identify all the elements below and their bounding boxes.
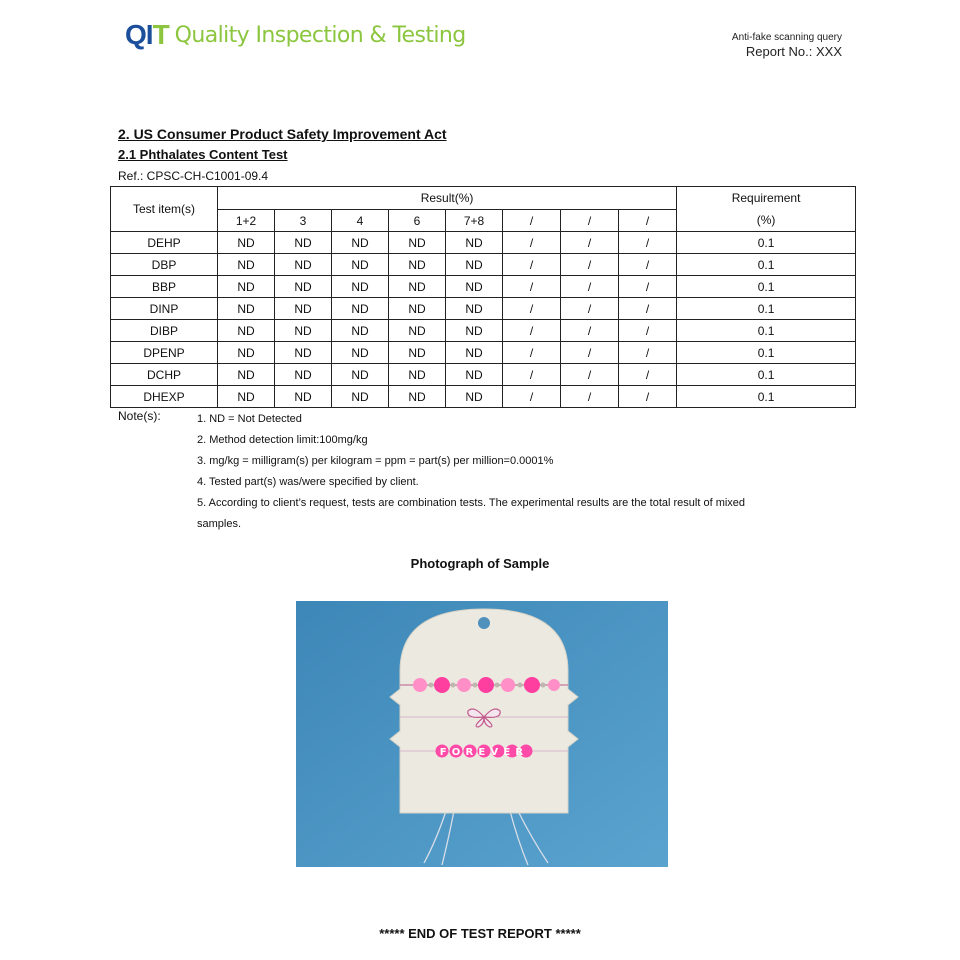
result-cell: ND bbox=[218, 386, 275, 408]
test-item-cell: DHEXP bbox=[111, 386, 218, 408]
result-cell: / bbox=[503, 232, 561, 254]
notes-list bbox=[197, 409, 837, 535]
result-cell: / bbox=[561, 276, 619, 298]
card-text: FOREVER bbox=[439, 747, 529, 758]
result-cell: ND bbox=[389, 364, 446, 386]
note-item: 5. According to client’s request, tests are combination tests. The experimental results are the total result of mixed bbox=[197, 497, 746, 509]
result-cell: ND bbox=[389, 276, 446, 298]
result-cell: ND bbox=[446, 364, 503, 386]
result-cell: / bbox=[619, 386, 677, 408]
result-cell: ND bbox=[332, 342, 389, 364]
subsection-title: 2.1 Phthalates Content Test bbox=[118, 147, 288, 162]
photo-title: Photograph of Sample bbox=[410, 556, 550, 571]
anti-fake-query: Anti-fake scanning query bbox=[731, 32, 842, 43]
requirement-cell: 0.1 bbox=[677, 298, 856, 320]
result-cell: ND bbox=[332, 298, 389, 320]
result-header: Result(%) bbox=[218, 187, 677, 210]
result-cell: / bbox=[503, 298, 561, 320]
result-column-header: / bbox=[619, 210, 677, 232]
result-cell: ND bbox=[332, 254, 389, 276]
logo-mark: QIT bbox=[125, 19, 169, 50]
test-item-cell: DPENP bbox=[111, 342, 218, 364]
result-cell: / bbox=[503, 276, 561, 298]
result-cell: / bbox=[561, 342, 619, 364]
test-item-header: Test item(s) bbox=[111, 187, 218, 232]
result-cell: / bbox=[561, 386, 619, 408]
result-cell: ND bbox=[218, 320, 275, 342]
result-cell: ND bbox=[446, 298, 503, 320]
section-title: 2. US Consumer Product Safety Improvement Act bbox=[118, 126, 447, 142]
result-cell: / bbox=[503, 254, 561, 276]
note-item: 2. Method detection limit:100mg/kg bbox=[197, 434, 368, 446]
result-cell: ND bbox=[218, 342, 275, 364]
result-cell: ND bbox=[332, 364, 389, 386]
result-cell: ND bbox=[446, 276, 503, 298]
table-row bbox=[111, 298, 856, 320]
result-cell: / bbox=[619, 254, 677, 276]
requirement-cell: 0.1 bbox=[677, 254, 856, 276]
reference-standard: Ref.: CPSC-CH-C1001-09.4 bbox=[118, 169, 269, 183]
note-item: 3. mg/kg = milligram(s) per kilogram = ppm = part(s) per million=0.0001% bbox=[197, 455, 554, 467]
requirement-cell: 0.1 bbox=[677, 342, 856, 364]
result-cell: / bbox=[503, 320, 561, 342]
result-column-header: 1+2 bbox=[218, 210, 275, 232]
test-item-cell: DIBP bbox=[111, 320, 218, 342]
result-cell: / bbox=[503, 386, 561, 408]
result-cell: ND bbox=[218, 232, 275, 254]
requirement-header: Requirement bbox=[677, 187, 856, 210]
requirement-unit: (%) bbox=[677, 210, 856, 232]
result-cell: ND bbox=[332, 276, 389, 298]
result-cell: ND bbox=[446, 254, 503, 276]
result-cell: / bbox=[561, 254, 619, 276]
result-cell: ND bbox=[389, 342, 446, 364]
test-item-cell: DBP bbox=[111, 254, 218, 276]
table-row bbox=[111, 364, 856, 386]
result-cell: ND bbox=[389, 254, 446, 276]
result-cell: ND bbox=[275, 342, 332, 364]
result-cell: / bbox=[503, 342, 561, 364]
result-cell: ND bbox=[275, 298, 332, 320]
test-item-cell: DEHP bbox=[111, 232, 218, 254]
result-column-header: / bbox=[503, 210, 561, 232]
result-cell: ND bbox=[275, 276, 332, 298]
result-cell: ND bbox=[446, 386, 503, 408]
result-cell: / bbox=[561, 364, 619, 386]
result-column-header: 4 bbox=[332, 210, 389, 232]
results-table bbox=[110, 186, 856, 408]
result-cell: ND bbox=[218, 364, 275, 386]
note-item: 1. ND = Not Detected bbox=[197, 413, 302, 425]
table-row bbox=[111, 254, 856, 276]
result-cell: ND bbox=[218, 298, 275, 320]
company-logo bbox=[125, 18, 466, 52]
result-cell: ND bbox=[446, 342, 503, 364]
table-row bbox=[111, 342, 856, 364]
result-cell: ND bbox=[218, 254, 275, 276]
test-item-cell: DINP bbox=[111, 298, 218, 320]
result-cell: / bbox=[561, 232, 619, 254]
note-item: samples. bbox=[197, 518, 242, 530]
result-cell: ND bbox=[275, 386, 332, 408]
test-item-cell: BBP bbox=[111, 276, 218, 298]
result-column-header: 6 bbox=[389, 210, 446, 232]
note-item: 4. Tested part(s) was/were specified by client. bbox=[197, 476, 419, 488]
result-cell: ND bbox=[332, 320, 389, 342]
result-cell: / bbox=[619, 276, 677, 298]
result-cell: / bbox=[561, 298, 619, 320]
result-cell: / bbox=[619, 342, 677, 364]
result-cell: ND bbox=[275, 232, 332, 254]
result-cell: ND bbox=[275, 320, 332, 342]
result-cell: ND bbox=[332, 232, 389, 254]
result-cell: ND bbox=[218, 276, 275, 298]
result-cell: / bbox=[503, 364, 561, 386]
requirement-cell: 0.1 bbox=[677, 386, 856, 408]
result-cell: / bbox=[561, 320, 619, 342]
requirement-cell: 0.1 bbox=[677, 364, 856, 386]
table-row bbox=[111, 386, 856, 408]
result-cell: ND bbox=[446, 320, 503, 342]
result-column-header: 7+8 bbox=[446, 210, 503, 232]
result-cell: ND bbox=[446, 232, 503, 254]
result-column-header: / bbox=[561, 210, 619, 232]
logo-text: Quality Inspection & Testing bbox=[174, 22, 466, 48]
result-cell: ND bbox=[275, 254, 332, 276]
result-cell: ND bbox=[389, 298, 446, 320]
table-row bbox=[111, 320, 856, 342]
table-row bbox=[111, 232, 856, 254]
result-cell: ND bbox=[389, 232, 446, 254]
sample-photo bbox=[296, 601, 668, 867]
result-cell: ND bbox=[389, 320, 446, 342]
end-of-report: ***** END OF TEST REPORT ***** bbox=[379, 926, 581, 941]
result-cell: / bbox=[619, 320, 677, 342]
table-row bbox=[111, 276, 856, 298]
requirement-cell: 0.1 bbox=[677, 276, 856, 298]
result-cell: ND bbox=[275, 364, 332, 386]
result-cell: ND bbox=[332, 386, 389, 408]
test-item-cell: DCHP bbox=[111, 364, 218, 386]
requirement-cell: 0.1 bbox=[677, 232, 856, 254]
notes-label: Note(s): bbox=[118, 409, 161, 423]
requirement-cell: 0.1 bbox=[677, 320, 856, 342]
report-header-info bbox=[732, 32, 842, 59]
report-number: Report No.: XXX bbox=[745, 44, 842, 59]
result-cell: / bbox=[619, 298, 677, 320]
result-column-header: 3 bbox=[275, 210, 332, 232]
result-cell: ND bbox=[389, 386, 446, 408]
result-cell: / bbox=[619, 364, 677, 386]
result-cell: / bbox=[619, 232, 677, 254]
